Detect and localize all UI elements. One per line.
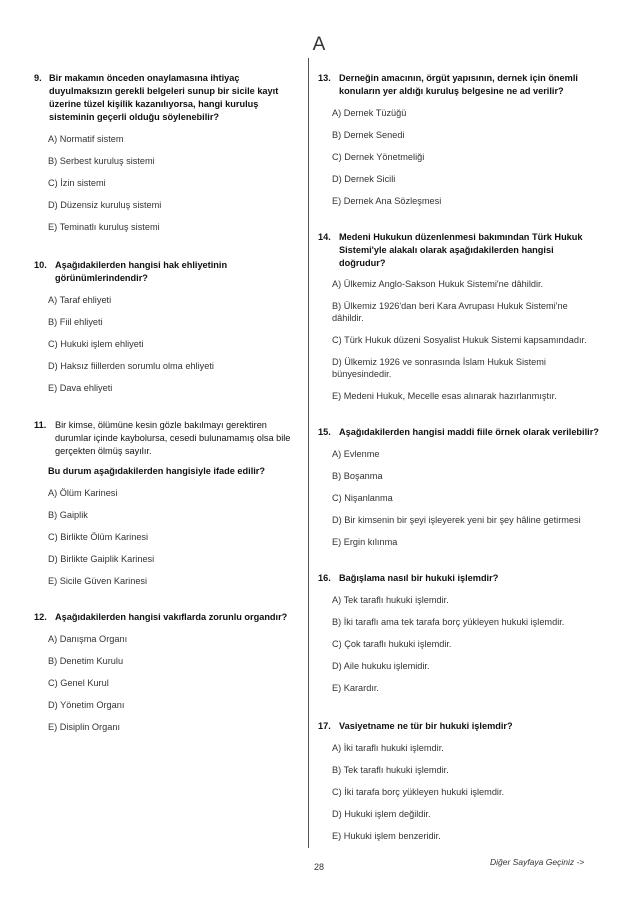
option-b[interactable]: B) Fiil ehliyeti — [48, 317, 103, 327]
option-c[interactable]: C) Dernek Yönetmeliği — [332, 152, 425, 162]
option-b[interactable]: B) Denetim Kurulu — [48, 656, 124, 666]
option-a[interactable]: A) Tek taraflı hukuki işlemdir. — [332, 595, 449, 605]
option-c[interactable]: C) Genel Kurul — [48, 678, 109, 688]
options-list — [318, 742, 600, 842]
option-d[interactable]: D) Hukuki işlem değildir. — [332, 809, 431, 819]
option-d[interactable]: D) Birlikte Gaiplik Karinesi — [48, 554, 155, 564]
option-a[interactable]: A) Ülkemiz Anglo-Sakson Hukuk Sistemi'ne dâhildir. — [332, 279, 544, 289]
option-d[interactable]: D) Düzensiz kuruluş sistemi — [48, 200, 162, 210]
option-b[interactable]: B) Boşanma — [332, 471, 383, 481]
option-a[interactable]: A) Taraf ehliyeti — [48, 295, 112, 305]
option-b[interactable]: B) Serbest kuruluş sistemi — [48, 156, 155, 166]
question-text: Vasiyetname ne tür bir hukuki işlemdir? — [339, 721, 513, 731]
question-text: Aşağıdakilerden hangisi maddi fiile örnek olarak verilebilir? — [339, 427, 599, 437]
option-e[interactable]: E) Medeni Hukuk, Mecelle esas alınarak hazırlanmıştır. — [332, 391, 557, 401]
question-15 — [318, 426, 600, 548]
right-column — [318, 64, 600, 842]
option-e[interactable]: E) Sicile Güven Karinesi — [48, 576, 148, 586]
option-d[interactable]: D) Bir kimsenin bir şeyi işleyerek yeni bir şey hâline getirmesi — [332, 515, 581, 525]
options-list — [34, 487, 300, 587]
option-c[interactable]: C) İki tarafa borç yükleyen hukuki işlemdir. — [332, 787, 505, 797]
option-c[interactable]: C) Nişanlanma — [332, 493, 393, 503]
question-13 — [318, 72, 600, 207]
question-number: 12. — [34, 612, 47, 622]
options-list — [34, 633, 300, 733]
question-12 — [34, 611, 300, 733]
options-list — [34, 294, 300, 394]
question-text: Bağışlama nasıl bir hukuki işlemdir? — [339, 573, 499, 583]
question-text: Derneğin amacının, örgüt yapısının, dernek için önemli konuların yer aldığı kuruluş belgesine ne ad verilir? — [339, 73, 578, 96]
next-page-note: Diğer Sayfaya Geçiniz -> — [490, 857, 585, 867]
question-number: 14. — [318, 232, 331, 242]
question-text: Medeni Hukukun düzenlenmesi bakımından Türk Hukuk Sistemi'yle alakalı olarak aşağıdakilerden hangisi doğrudur? — [339, 232, 583, 268]
option-c[interactable]: C) İzin sistemi — [48, 178, 106, 188]
question-number: 10. — [34, 260, 47, 270]
option-d[interactable]: D) Yönetim Organı — [48, 700, 125, 710]
option-b[interactable]: B) Gaiplik — [48, 510, 88, 520]
left-column — [34, 64, 300, 733]
options-list — [318, 107, 600, 207]
question-17 — [318, 720, 600, 842]
option-e[interactable]: E) Ergin kılınma — [332, 537, 398, 547]
question-text: Aşağıdakilerden hangisi vakıflarda zorunlu organdır? — [55, 612, 288, 622]
question-16 — [318, 572, 600, 694]
option-a[interactable]: A) Evlenme — [332, 449, 380, 459]
options-list — [34, 133, 300, 233]
question-number: 13. — [318, 73, 331, 83]
question-10 — [34, 259, 300, 394]
option-e[interactable]: E) Teminatlı kuruluş sistemi — [48, 222, 160, 232]
booklet-letter: A — [312, 34, 326, 55]
question-14 — [318, 231, 600, 402]
option-e[interactable]: E) Hukuki işlem benzeridir. — [332, 831, 441, 841]
question-number: 15. — [318, 427, 331, 437]
option-d[interactable]: D) Haksız fiillerden sorumlu olma ehliyeti — [48, 361, 214, 371]
column-divider — [308, 58, 309, 848]
question-number: 11. — [34, 420, 47, 430]
option-e[interactable]: E) Disiplin Organı — [48, 722, 120, 732]
question-11 — [34, 419, 300, 587]
question-text: Aşağıdakilerden hangisi hak ehliyetinin görünümlerindendir? — [55, 260, 228, 283]
options-list — [318, 278, 600, 402]
page-number: 28 — [313, 862, 324, 872]
options-list — [318, 448, 600, 548]
option-d[interactable]: D) Ülkemiz 1926 ve sonrasında İslam Hukuk Sistemi bünyesindedir. — [332, 357, 546, 379]
option-a[interactable]: A) Dernek Tüzüğü — [332, 108, 407, 118]
option-b[interactable]: B) İki taraflı ama tek tarafa borç yükleyen hukuki işlemdir. — [332, 617, 565, 627]
option-a[interactable]: A) Normatif sistem — [48, 134, 124, 144]
question-number: 9. — [34, 73, 42, 83]
option-d[interactable]: D) Dernek Sicili — [332, 174, 396, 184]
question-text: Bir kimse, ölümüne kesin gözle bakılmayı gerektiren durumlar içinde kaybolursa, cesedi bulunamamış olsa bile gerçekten ölmüş sayılır. — [55, 420, 291, 456]
option-a[interactable]: A) Ölüm Karinesi — [48, 488, 118, 498]
question-text: Bir makamın önceden onaylamasına ihtiyaç duyulmaksızın gerekli belgeleri sunup bir sicile kayıt üzerine tüzel kişilik kazanılıyorsa, hangi kuruluş sisteminin geçerli olduğu söylenebilir? — [49, 73, 279, 122]
option-d[interactable]: D) Aile hukuku işlemidir. — [332, 661, 430, 671]
option-c[interactable]: C) Hukuki işlem ehliyeti — [48, 339, 144, 349]
question-prompt: Bu durum aşağıdakilerden hangisiyle ifade edilir? — [48, 466, 265, 476]
options-list — [318, 594, 600, 694]
option-b[interactable]: B) Dernek Senedi — [332, 130, 405, 140]
option-e[interactable]: E) Dava ehliyeti — [48, 383, 113, 393]
option-a[interactable]: A) Danışma Organı — [48, 634, 128, 644]
option-a[interactable]: A) İki taraflı hukuki işlemdir. — [332, 743, 444, 753]
option-e[interactable]: E) Karardır. — [332, 683, 379, 693]
option-b[interactable]: B) Ülkemiz 1926'dan beri Kara Avrupası Hukuk Sistemi'ne dâhildir. — [332, 301, 568, 323]
question-number: 16. — [318, 573, 331, 583]
option-c[interactable]: C) Türk Hukuk düzeni Sosyalist Hukuk Sistemi kapsamındadır. — [332, 335, 587, 345]
option-c[interactable]: C) Birlikte Ölüm Karinesi — [48, 532, 149, 542]
option-b[interactable]: B) Tek taraflı hukuki işlemdir. — [332, 765, 449, 775]
question-number: 17. — [318, 721, 331, 731]
option-e[interactable]: E) Dernek Ana Sözleşmesi — [332, 196, 442, 206]
question-9 — [34, 72, 300, 233]
option-c[interactable]: C) Çok taraflı hukuki işlemdir. — [332, 639, 452, 649]
